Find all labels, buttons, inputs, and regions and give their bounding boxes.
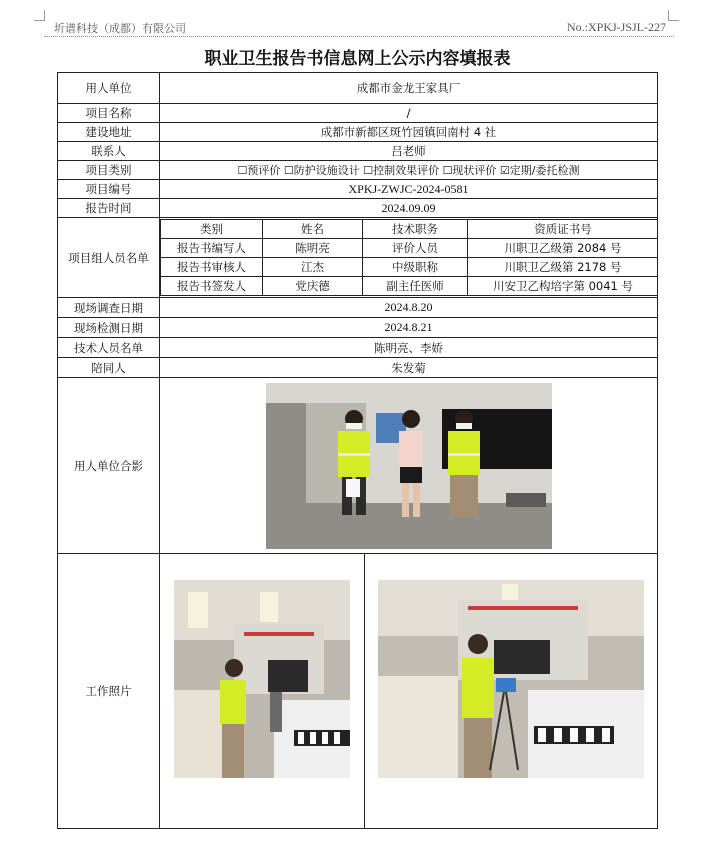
member-cert: 川职卫乙级第 2178 号	[468, 258, 658, 277]
team-label: 项目组人员名单	[58, 218, 160, 298]
team-header-title: 技术职务	[363, 220, 468, 239]
corner-mark-top-right	[668, 10, 679, 21]
accompany-value: 朱发菊	[160, 358, 658, 378]
member-role: 报告书签发人	[161, 277, 263, 296]
category-value: ☐预评价 ☐防护设施设计 ☐控制效果评价 ☐现状评价 ☑定期/委托检测	[160, 161, 658, 180]
row-test-date	[58, 318, 658, 338]
team-header-name: 姓名	[263, 220, 363, 239]
unit-value: 成都市金龙王家具厂	[160, 73, 658, 104]
corner-mark-top-left	[34, 10, 45, 21]
survey-date-label: 现场调查日期	[58, 298, 160, 318]
team-row	[161, 239, 658, 258]
member-cert: 川职卫乙级第 2084 号	[468, 239, 658, 258]
work-photo-2-image	[378, 580, 644, 778]
row-work-photos	[58, 554, 658, 829]
technicians-value: 陈明亮、李娇	[160, 338, 658, 358]
document-number: No.:XPKJ-JSJL-227	[566, 20, 666, 34]
row-technicians	[58, 338, 658, 358]
member-title: 中级职称	[363, 258, 468, 277]
technicians-label: 技术人员名单	[58, 338, 160, 358]
team-table	[160, 219, 658, 296]
project-name-label: 项目名称	[58, 104, 160, 123]
member-cert: 川安卫乙构培字第 0041 号	[468, 277, 658, 296]
row-team	[58, 218, 658, 298]
contact-label: 联系人	[58, 142, 160, 161]
team-header-cert: 资质证书号	[468, 220, 658, 239]
project-name-value: /	[160, 104, 658, 123]
member-name: 党庆德	[263, 277, 363, 296]
company-name: 圻谱科技（成都）有限公司	[54, 22, 186, 35]
group-photo-label: 用人单位合影	[58, 378, 160, 554]
group-photo-image	[266, 383, 552, 549]
row-category	[58, 161, 658, 180]
unit-label: 用人单位	[58, 73, 160, 104]
page-title: 职业卫生报告书信息网上公示内容填报表	[204, 49, 511, 69]
project-no-label: 项目编号	[58, 180, 160, 199]
group-photo	[266, 383, 552, 549]
row-survey-date	[58, 298, 658, 318]
report-time-label: 报告时间	[58, 199, 160, 218]
category-label: 项目类别	[58, 161, 160, 180]
work-photo-1-image	[174, 580, 350, 778]
address-label: 建设地址	[58, 123, 160, 142]
project-no-value: XPKJ-ZWJC-2024-0581	[160, 180, 658, 199]
work-photos-label: 工作照片	[58, 554, 160, 829]
work-photo-2	[378, 580, 644, 778]
row-project-name	[58, 104, 658, 123]
team-row	[161, 258, 658, 277]
work-photo-cell-2	[364, 554, 658, 828]
info-table	[57, 72, 658, 829]
test-date-value: 2024.8.21	[160, 318, 658, 338]
work-photo-1	[174, 580, 350, 778]
member-role: 报告书审核人	[161, 258, 263, 277]
row-contact	[58, 142, 658, 161]
survey-date-value: 2024.8.20	[160, 298, 658, 318]
work-photo-cell-1	[160, 554, 364, 828]
member-name: 江杰	[263, 258, 363, 277]
row-address	[58, 123, 658, 142]
address-value: 成都市新都区斑竹园镇回南村 4 社	[160, 123, 658, 142]
row-unit	[58, 73, 658, 104]
accompany-label: 陪同人	[58, 358, 160, 378]
member-name: 陈明亮	[263, 239, 363, 258]
contact-value: 吕老师	[160, 142, 658, 161]
row-group-photo	[58, 378, 658, 554]
member-title: 副主任医师	[363, 277, 468, 296]
member-role: 报告书编写人	[161, 239, 263, 258]
report-time-value: 2024.09.09	[160, 199, 658, 218]
row-project-no	[58, 180, 658, 199]
work-photos-table	[160, 554, 658, 828]
team-row	[161, 277, 658, 296]
team-header-category: 类别	[161, 220, 263, 239]
member-title: 评价人员	[363, 239, 468, 258]
team-header-row	[161, 220, 658, 239]
page-header	[44, 18, 674, 37]
test-date-label: 现场检测日期	[58, 318, 160, 338]
row-accompany	[58, 358, 658, 378]
row-report-time	[58, 199, 658, 218]
